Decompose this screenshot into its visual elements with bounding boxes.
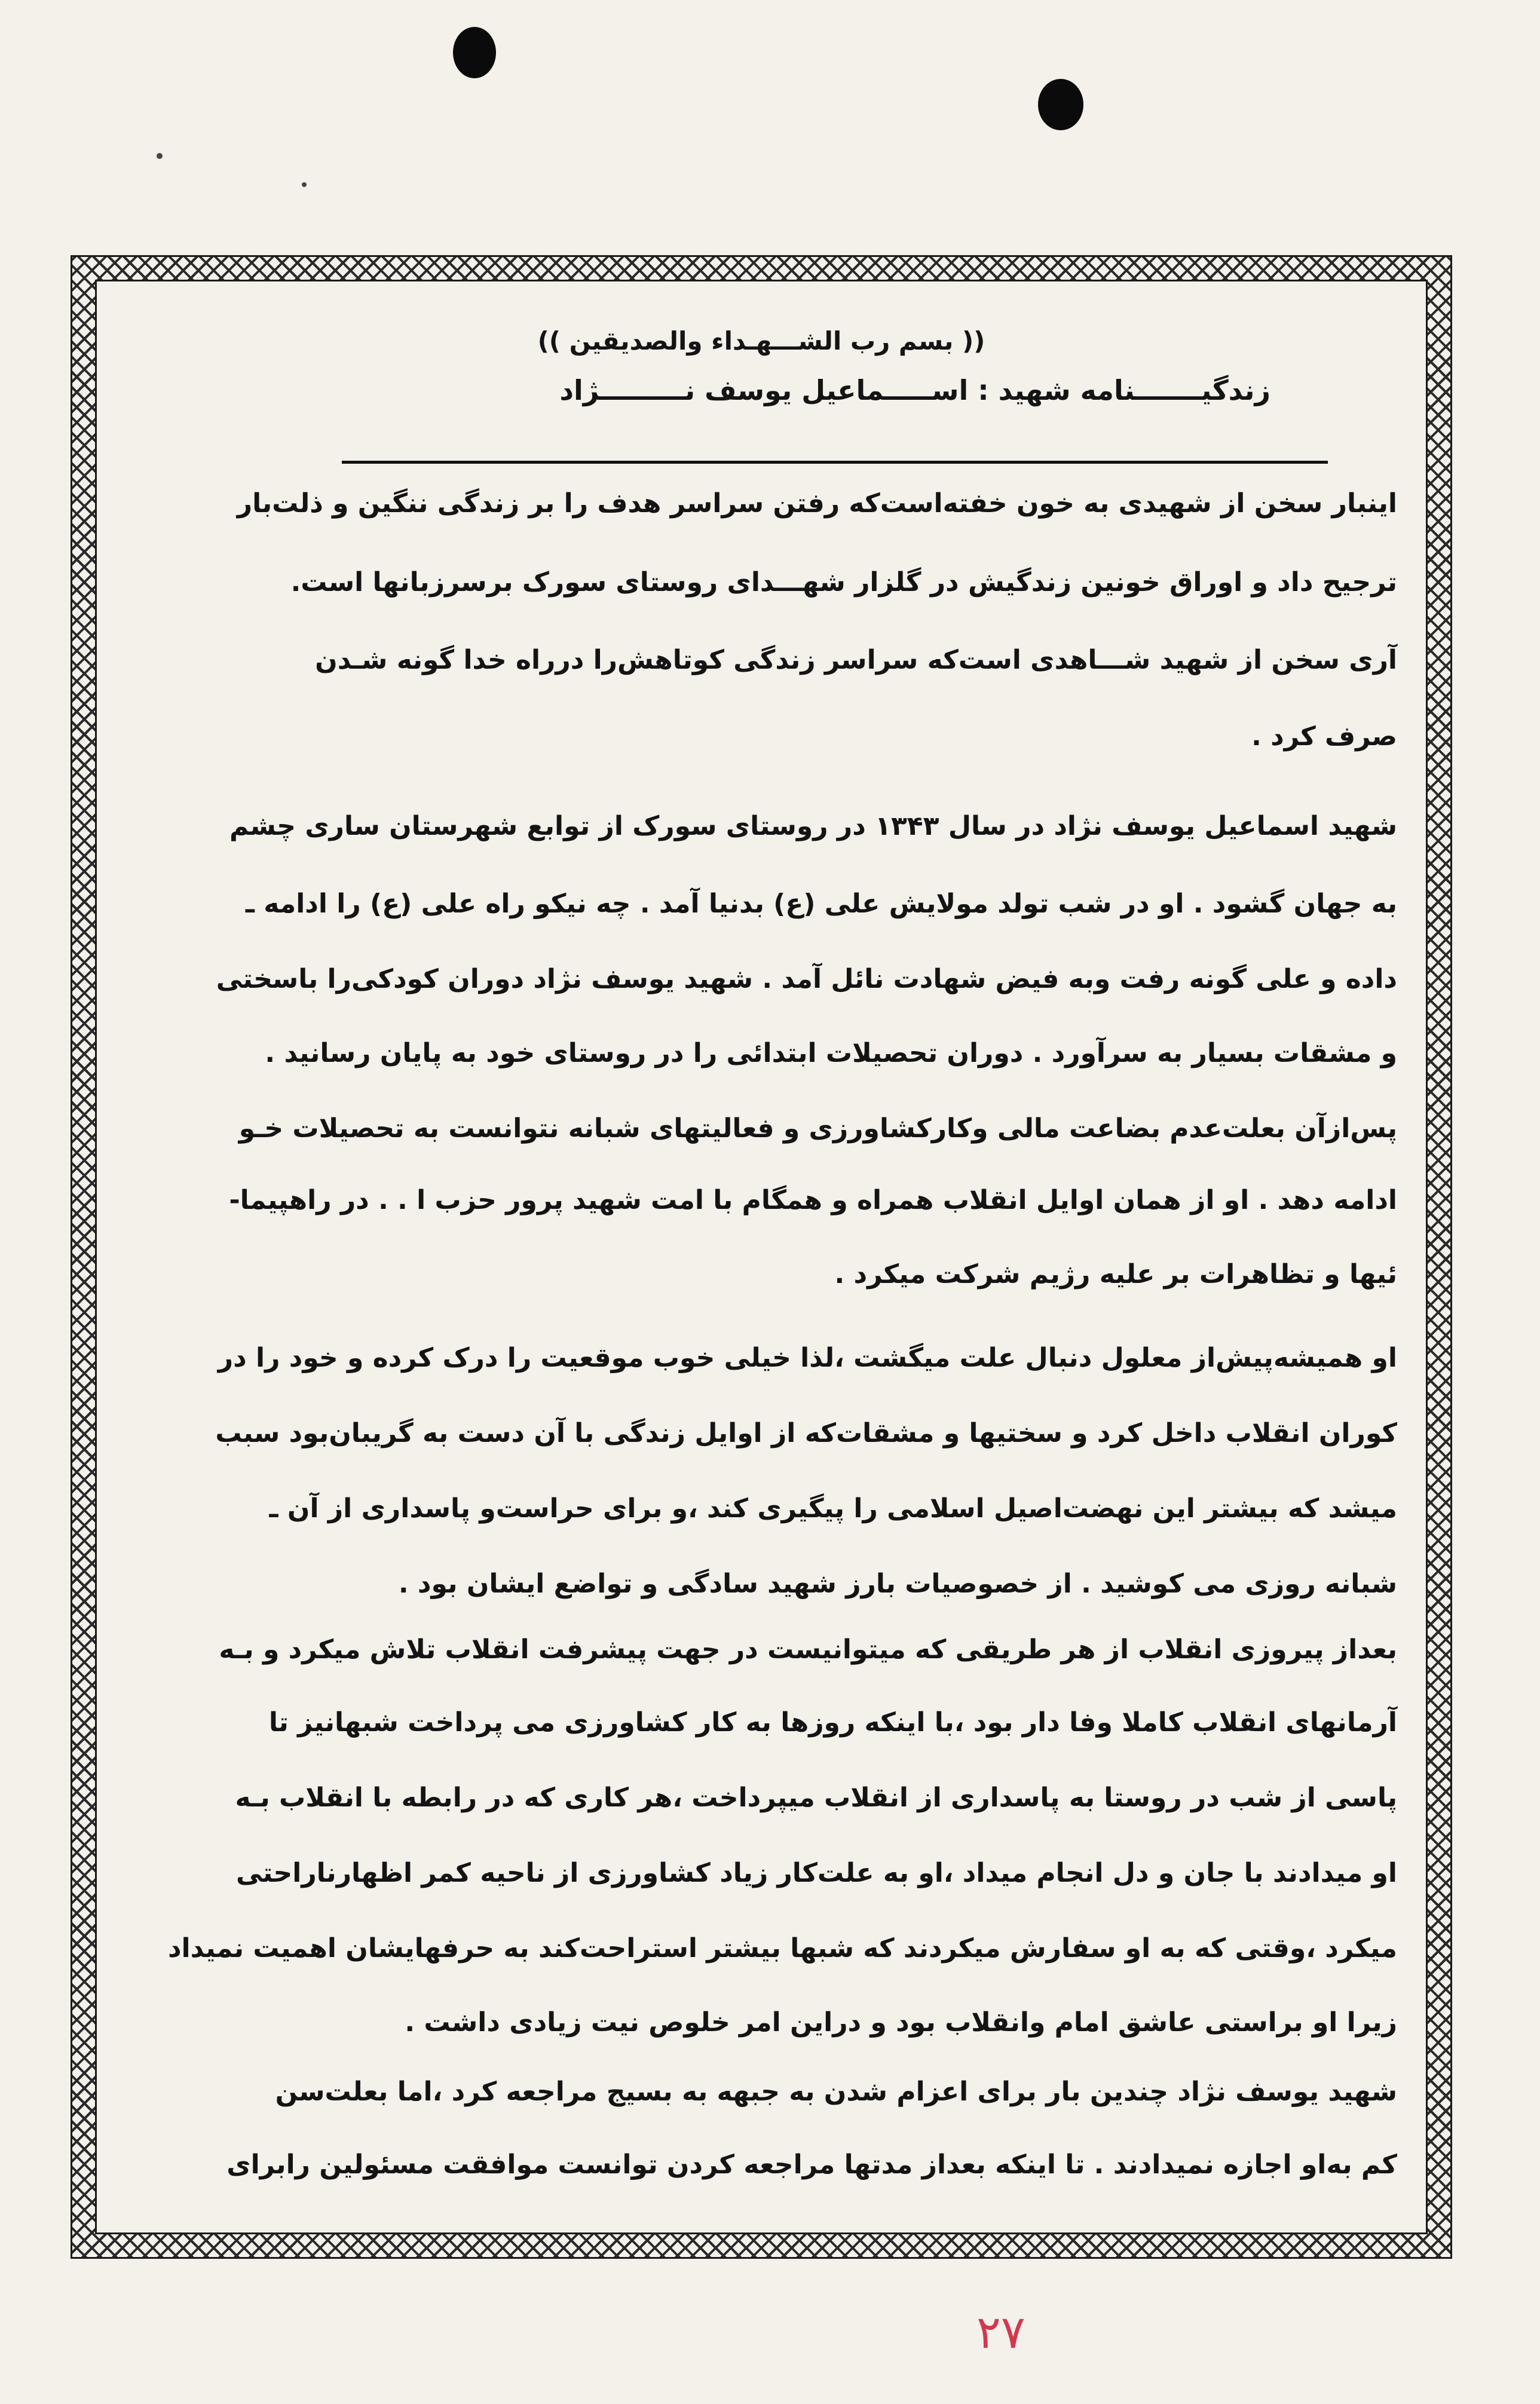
body-line: میکرد ،وقتی که به او سفارش میکردند که شبها بیشتر استراحت‌کند به حرفهایشان اهمیت نمیداد [167, 1933, 1397, 1964]
body-line: آری سخن از شهید شـــاهدی است‌که سراسر زندگی کوتاهش‌را درراه خدا گونه شـدن [315, 645, 1397, 675]
paper-speck [157, 153, 163, 159]
body-line: پاسی از شب در روستا به پاسداری از انقلاب میپرداخت ،هر کاری که در رابطه با انقلاب بـه [235, 1783, 1397, 1813]
body-line: زیرا او براستی عاشق امام وانقلاب بود و دراین امر خلوص نیت زیادی داشت . [405, 2007, 1397, 2038]
body-line: به جهان گشود . او در شب تولد مولایش علی (ع) بدنیا آمد . چه نیکو راه علی (ع) را ادامه ـ [245, 889, 1397, 919]
punch-hole-top-right [1038, 79, 1083, 130]
body-line: شهید یوسف نژاد چندین بار برای اعزام شدن به جبهه به بسیج مراجعه کرد ،اما بعلت‌سن [275, 2077, 1397, 2107]
body-line: داده و علی گونه رفت وبه فیض شهادت نائل آمد . شهید یوسف نژاد دوران کودکی‌را باسختی [216, 964, 1397, 994]
body-line: و مشقات بسیار به سرآورد . دوران تحصیلات ابتدائی را در روستای خود به پایان رسانید . [265, 1038, 1397, 1068]
body-line: میشد که بیشتر این نهضت‌اصیل اسلامی را پیگیری کند ،و برای حراست‌و پاسداری از آن ـ [269, 1493, 1397, 1524]
body-line: کوران انقلاب داخل کرد و سختیها و مشقات‌که از اوایل زندگی با آن دست به گریبان‌بود سبب [215, 1418, 1397, 1448]
document-title: زندگیـــــــنامه شهید : اســـــماعیل یوسف نـــــــــژاد [559, 374, 1270, 406]
body-line: او همیشه‌پیش‌از معلول دنبال علت میگشت ،لذا خیلی خوب موقعیت را درک کرده و خود را در [218, 1343, 1397, 1373]
paper-speck [302, 182, 307, 187]
body-line: ترجیح داد و اوراق خونین زندگیش در گلزار شهـــدای روستای سورک برسرزبانها است. [290, 567, 1397, 598]
body-line: شهید اسماعیل یوسف نژاد در سال ۱۳۴۳ در روستای سورک از توابع شهرستان ساری چشم [229, 811, 1397, 841]
body-line: پس‌ازآن بعلت‌عدم بضاعت مالی وکارکشاورزی و فعالیتهای شبانه نتوانست به تحصیلات خـو [238, 1113, 1397, 1144]
document-content-area [95, 280, 1428, 2234]
title-underline [342, 461, 1328, 464]
body-line: اینبار سخن از شهیدی به خون خفته‌است‌که رفتن سراسر هدف را بر زندگی ننگین و ذلت‌بار [237, 488, 1397, 519]
body-line: کم به‌او اجازه نمیدادند . تا اینکه بعداز مدتها مراجعه کردن توانست موافقت مسئولین رابرای [226, 2149, 1397, 2180]
body-line: بعداز پیروزی انقلاب از هر طریقی که میتوانیست در جهت پیشرفت انقلاب تلاش میکرد و بـه [219, 1634, 1397, 1665]
body-line: ئیها و تظاهرات بر علیه رژیم شرکت میکرد . [834, 1259, 1397, 1290]
decorative-border-frame [71, 255, 1452, 2259]
document-header: (( بسم رب الشـــهـداء والصديقين )) [537, 326, 985, 356]
body-line: او میدادند با جان و دل انجام میداد ،او به علت‌کار زیاد کشاورزی از ناحیه کمر اظهارناراحتی [236, 1858, 1397, 1888]
body-line: ادامه دهد . او از همان اوایل انقلاب همراه و همگام با امت شهید پرور حزب ا . . در راهپیما- [229, 1185, 1397, 1215]
body-line: شبانه روزی می کوشید . از خصوصیات بارز شهید سادگی و تواضع ایشان بود . [398, 1569, 1397, 1599]
punch-hole-top-left [453, 27, 496, 78]
body-line: صرف کرد . [1251, 721, 1397, 752]
handwritten-page-number: ۲۷ [976, 2305, 1025, 2359]
body-line: آرمانهای انقلاب کاملا وفا دار بود ،با اینکه روزها به کار کشاورزی می پرداخت شبهانیز تا [268, 1707, 1397, 1738]
